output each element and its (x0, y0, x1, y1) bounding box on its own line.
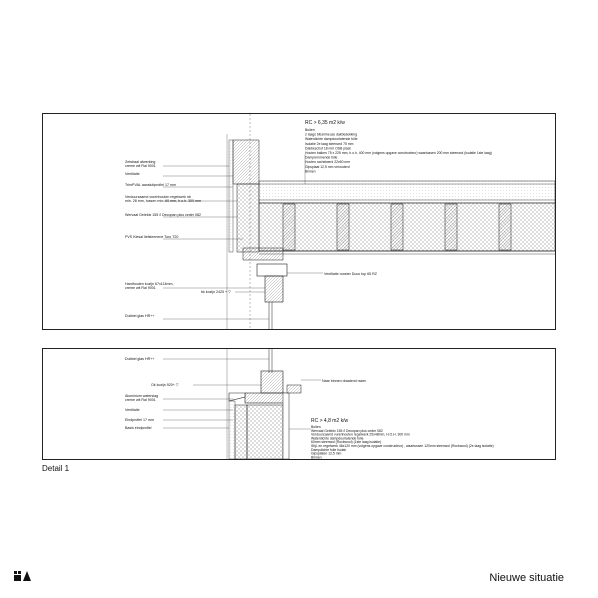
wall-spec-line: Stijl- en regelwerk 46x120 mm (volgens opgave constructeur) , waartussen 120mm steenwol (Rockwool) (2e laag isolatie) (311, 444, 494, 448)
sill-label: Ok kozijn 920+ ▽ (151, 383, 179, 387)
facade-cladding (229, 401, 235, 459)
roof-spec-line: Dampremmende folie (305, 155, 338, 160)
wall-spec-line: Dampdichte folie Isolair (311, 447, 347, 452)
roof-spec-line: Binnen (305, 169, 316, 174)
roof-spec-line: Waterdichte dampdoorlatende folie (305, 137, 358, 142)
detail-frame-roof (42, 113, 556, 330)
window-frame-jamb (265, 276, 283, 302)
gypsum-board (283, 393, 289, 459)
page-title: Nieuwe situatie (489, 572, 564, 584)
sill-label: Eindprofiel 17 mm (125, 418, 154, 422)
wall-spec-line: 60mm steenwol (Rockwool) (1ste laag isolatie) (311, 440, 382, 445)
roof-spec-list (305, 128, 492, 173)
wall-spec-line: Buiten (311, 425, 321, 429)
roof-label: Ventilatie (125, 172, 140, 176)
roof-label: TrimPVAL aansluitprofiel 17 mm (125, 183, 176, 187)
roof-spec-line: Houten balken 75 x 225 mm, h.o.h. 400 mm (volgens opgave constructeur) waartussen 200 mm steenwol (isolatie 1ste laag) (305, 151, 492, 155)
window-frame-head (257, 264, 287, 276)
inward-window-label: Naar binnen draaiend raam (322, 379, 366, 383)
roof-edge-parapet (233, 140, 259, 184)
window-sill-frame (261, 371, 283, 393)
wall-spec-line: Binnen (311, 455, 322, 459)
roof-section-drawing (43, 114, 555, 329)
rc-value-wall: RC > 4,8 m2 k/w (311, 418, 349, 424)
roof-label: Zetstraal afwerking creme wit Ral 9001 (125, 160, 156, 169)
roof-label: Wervaal Gelebix 155 /l Decopan plus ceder 082 (125, 213, 202, 217)
roof-label: Hardhouten kozijn 67x114mm, creme wit Ral 9001 (125, 282, 174, 291)
rc-value-roof: RC > 6,35 m2 k/w (305, 120, 345, 126)
frame-level-label: bk kozijn 2425 + ▽ (201, 290, 231, 294)
firm-logo (14, 571, 32, 581)
lintel-beam (243, 248, 283, 260)
roof-spec-line: Dakbeschot 18 mm OSB plaat (305, 146, 351, 151)
wall-insulation (247, 405, 283, 459)
roof-spec-line: 2 laags bitumineuze dakbedekking (305, 132, 358, 137)
wall-spec-line: Verduurzaamd vurenhouten regelwerk 25x48mm, H.O.H. 300 mm (311, 432, 410, 437)
roof-label: Dubbel glas HR++ (125, 314, 155, 318)
facade-cladding-strip (229, 140, 233, 252)
sill-label: Dubbel glas HR++ (125, 357, 155, 361)
detail-frame-sill (42, 348, 556, 460)
roof-label: PVS Kiesal liefsteenene Toro T20 (125, 235, 179, 239)
roof-spec-line: Gipsplaat 12,5 mm verouderd (305, 164, 350, 169)
roof-spec-line: Isolatie 2e laag steenwol 75 mm (305, 141, 354, 146)
aluminium-waterslag (229, 393, 245, 401)
ventilation-grille-label: Ventilatie rooster Duco top 65 RZ (324, 272, 377, 276)
wall-spec-line: Gipsplaten 12,5 mm (311, 451, 342, 456)
roof-spec-line: Buiten (305, 128, 315, 132)
roof-label: Verduurzaamd vurenhouten regelwerk nb min. 28 mm, tussen min. 60 mm, h.o.h. 300 mm (125, 195, 202, 204)
wall-spec-line: Waterdichte dampdoorlatende folie (311, 436, 364, 441)
detail-label: Detail 1 (42, 464, 70, 473)
roof-insulation-top-layer (259, 181, 555, 203)
wall-spec-list (311, 425, 494, 459)
sill-section-drawing (43, 349, 555, 459)
wall-spec-line: Wervaal Gelebix 155 /l Decopan plus ceder 082 (311, 428, 383, 433)
sill-left-labels (125, 357, 180, 430)
sill-label: Basis eindprofiel (125, 426, 152, 430)
sill-label: Ventilatie (125, 408, 140, 412)
sill-label: Aluminium waterslag creme wit Ral 9001 (125, 394, 159, 403)
roof-spec-line: Houten rachelwerk 22x50 mm (305, 160, 351, 165)
